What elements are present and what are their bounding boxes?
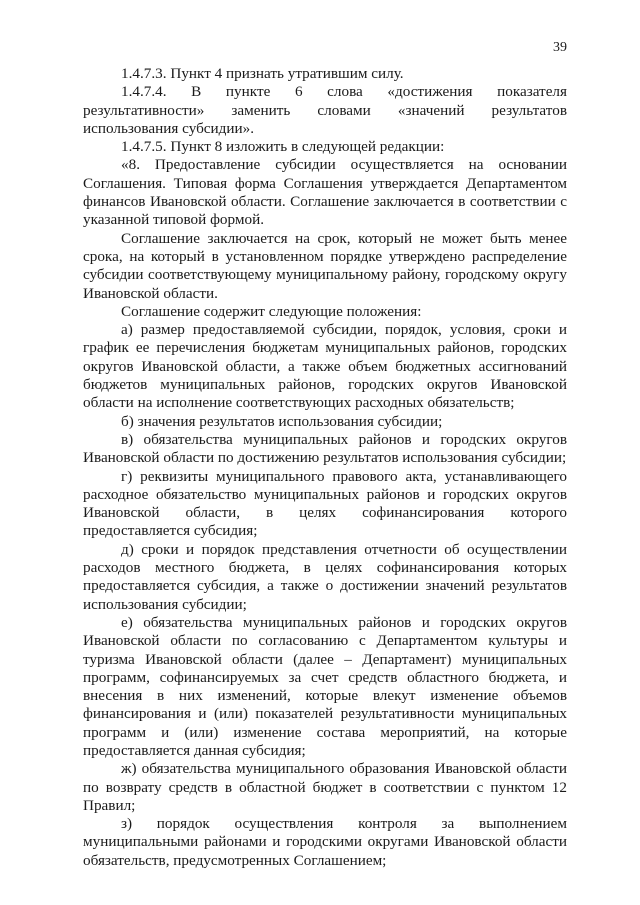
list-item-a: а) размер предоставляемой субсидии, порядок, условия, сроки и график ее перечисления бюджетам муниципальных районов, городских округов Ивановской области, а также объем бюджетных ассигнований бюджетов муниципальных районов, городских округов Ивановской области на исполнение соответствующих расходных обязательств;: [83, 321, 567, 412]
paragraph-1-4-7-3: 1.4.7.3. Пункт 4 признать утратившим силу.: [121, 65, 404, 82]
page-number: 39: [553, 40, 567, 55]
paragraph-agreement-term: Соглашение заключается на срок, который не может быть менее срока, на который в установленном порядке утверждено распределение субсидии соответствующему муниципальному району, городскому округу Ивановской области.: [83, 229, 567, 302]
list-item-z: з) порядок осуществления контроля за выполнением муниципальными районами и городскими округами Ивановской области обязательств, предусмотренных Соглашением;: [83, 815, 567, 869]
document-body: [83, 65, 567, 870]
paragraph-1-4-7-4: 1.4.7.4. В пункте 6 слова «достижения показателя результативности» заменить словами «значений результатов использования субсидии».: [83, 83, 567, 137]
list-item-zh: ж) обязательства муниципального образования Ивановской области по возврату средств в областной бюджет в соответствии с пунктом 12 Правил;: [83, 760, 567, 814]
list-item-e: е) обязательства муниципальных районов и городских округов Ивановской области по согласованию с Департаментом культуры и туризма Ивановской области (далее – Департамент) муниципальных программ, софинансируемых за счет средств областного бюджета, и внесения в них изменений, которые влекут изменение объемов финансирования и (или) показателей результативности муниципальных программ и (или) изменение состава мероприятий, на которые предоставляется данная субсидия;: [83, 613, 567, 759]
list-item-b: б) значения результатов использования субсидии;: [121, 412, 443, 430]
paragraph-item-8: «8. Предоставление субсидии осуществляется на основании Соглашения. Типовая форма Соглашения утверждается Департаментом финансов Ивановской области. Соглашение заключается в соответствии с указанной типовой формой.: [83, 156, 567, 229]
list-item-v: в) обязательства муниципальных районов и городских округов Ивановской области по достижению результатов использования субсидии;: [83, 430, 567, 467]
list-item-g: г) реквизиты муниципального правового акта, устанавливающего расходное обязательство муниципальных районов и городских округов Ивановской области, в целях софинансирования которого предоставляется субсидия;: [83, 467, 567, 540]
paragraph-1-4-7-5: 1.4.7.5. Пункт 8 изложить в следующей редакции:: [121, 138, 445, 156]
list-item-d: д) сроки и порядок представления отчетности об осуществлении расходов местного бюджета, в целях софинансирования которых предоставляется субсидия, а также о достижении значений результатов использования субсидии;: [83, 540, 567, 613]
paragraph-agreement-contents: Соглашение содержит следующие положения:: [121, 302, 422, 320]
